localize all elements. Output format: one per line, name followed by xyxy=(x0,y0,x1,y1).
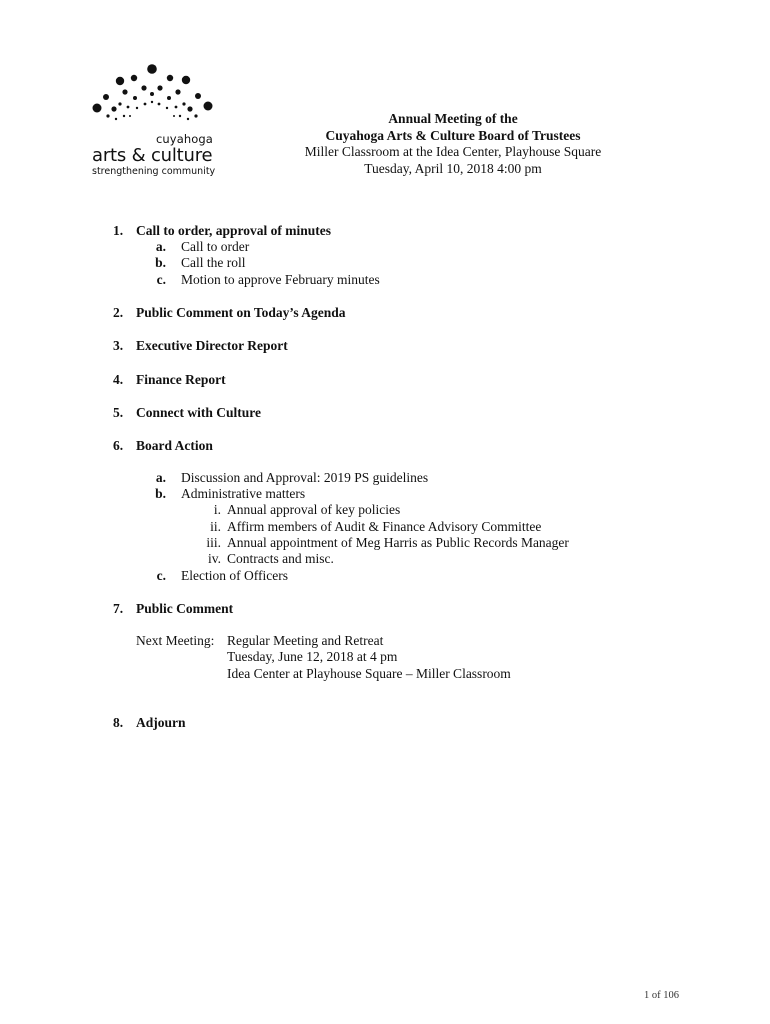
agenda-item-6b-iv-text: Contracts and misc. xyxy=(227,551,334,566)
agenda-item-1a-letter: a. xyxy=(155,239,166,254)
header-line-4: Tuesday, April 10, 2018 4:00 pm xyxy=(364,160,542,176)
header-line-2: Cuyahoga Arts & Culture Board of Trustees xyxy=(325,127,581,143)
agenda-item-1a-text: Call to order xyxy=(181,239,250,254)
agenda-item-6a-text: Discussion and Approval: 2019 PS guidelines xyxy=(181,470,429,485)
agenda-item-6a-letter: a. xyxy=(155,470,166,485)
agenda-item-1-number: 1. xyxy=(113,223,124,238)
agenda-item-6b-letter: b. xyxy=(155,486,166,501)
page-number: 1 of 106 xyxy=(644,990,679,1001)
next-meeting-line-3: Idea Center at Playhouse Square – Miller Classroom xyxy=(227,666,511,681)
header-line-3: Miller Classroom at the Idea Center, Playhouse Square xyxy=(304,144,602,159)
agenda-item-7-number: 7. xyxy=(113,601,124,616)
agenda-item-3-title: Executive Director Report xyxy=(136,338,288,353)
agenda-item-6c-text: Election of Officers xyxy=(181,568,288,583)
next-meeting-line-1: Regular Meeting and Retreat xyxy=(227,633,384,648)
logo-text-cuyahoga: cuyahoga xyxy=(156,132,213,146)
cuyahoga-arts-culture-logo-icon xyxy=(90,64,220,126)
agenda-item-6b-text: Administrative matters xyxy=(181,486,306,501)
agenda-item-6c-letter: c. xyxy=(156,568,166,583)
next-meeting-label: Next Meeting: xyxy=(136,633,215,648)
agenda-item-6b-iii-text: Annual appointment of Meg Harris as Public Records Manager xyxy=(227,535,569,550)
agenda-item-6b-iv-number: iv. xyxy=(208,551,221,566)
agenda-item-6-number: 6. xyxy=(113,438,124,453)
agenda-item-1c-letter: c. xyxy=(156,272,166,287)
agenda-item-2-title: Public Comment on Today’s Agenda xyxy=(136,305,346,320)
agenda-item-4-number: 4. xyxy=(113,372,124,387)
agenda-item-3-number: 3. xyxy=(113,338,124,353)
agenda-item-1-title: Call to order, approval of minutes xyxy=(136,223,332,238)
agenda-item-6b-i-number: i. xyxy=(213,502,221,517)
agenda-item-6b-ii-text: Affirm members of Audit & Finance Advisory Committee xyxy=(227,519,542,534)
agenda-item-5-title: Connect with Culture xyxy=(136,405,262,420)
agenda-item-5-number: 5. xyxy=(113,405,124,420)
agenda-item-8-title: Adjourn xyxy=(136,715,186,730)
agenda-item-8-number: 8. xyxy=(113,715,124,730)
agenda-item-1b-text: Call the roll xyxy=(181,255,246,270)
next-meeting-line-2: Tuesday, June 12, 2018 at 4 pm xyxy=(227,649,398,664)
logo-text-arts-culture: arts & culture xyxy=(92,145,213,166)
agenda-item-7-title: Public Comment xyxy=(136,601,234,616)
agenda-item-6b-ii-number: ii. xyxy=(210,519,221,534)
document-header xyxy=(280,111,626,177)
logo-text-tagline: strengthening community xyxy=(92,166,216,177)
agenda-item-6-title: Board Action xyxy=(136,438,213,453)
agenda-item-2-number: 2. xyxy=(113,305,124,320)
header-line-1: Annual Meeting of the xyxy=(388,111,518,126)
agenda-item-1c-text: Motion to approve February minutes xyxy=(181,272,380,287)
agenda-item-4-title: Finance Report xyxy=(136,372,226,387)
agenda-item-6b-iii-number: iii. xyxy=(206,535,221,550)
agenda-item-1b-letter: b. xyxy=(155,255,166,270)
agenda-item-6b-i-text: Annual approval of key policies xyxy=(227,502,401,517)
